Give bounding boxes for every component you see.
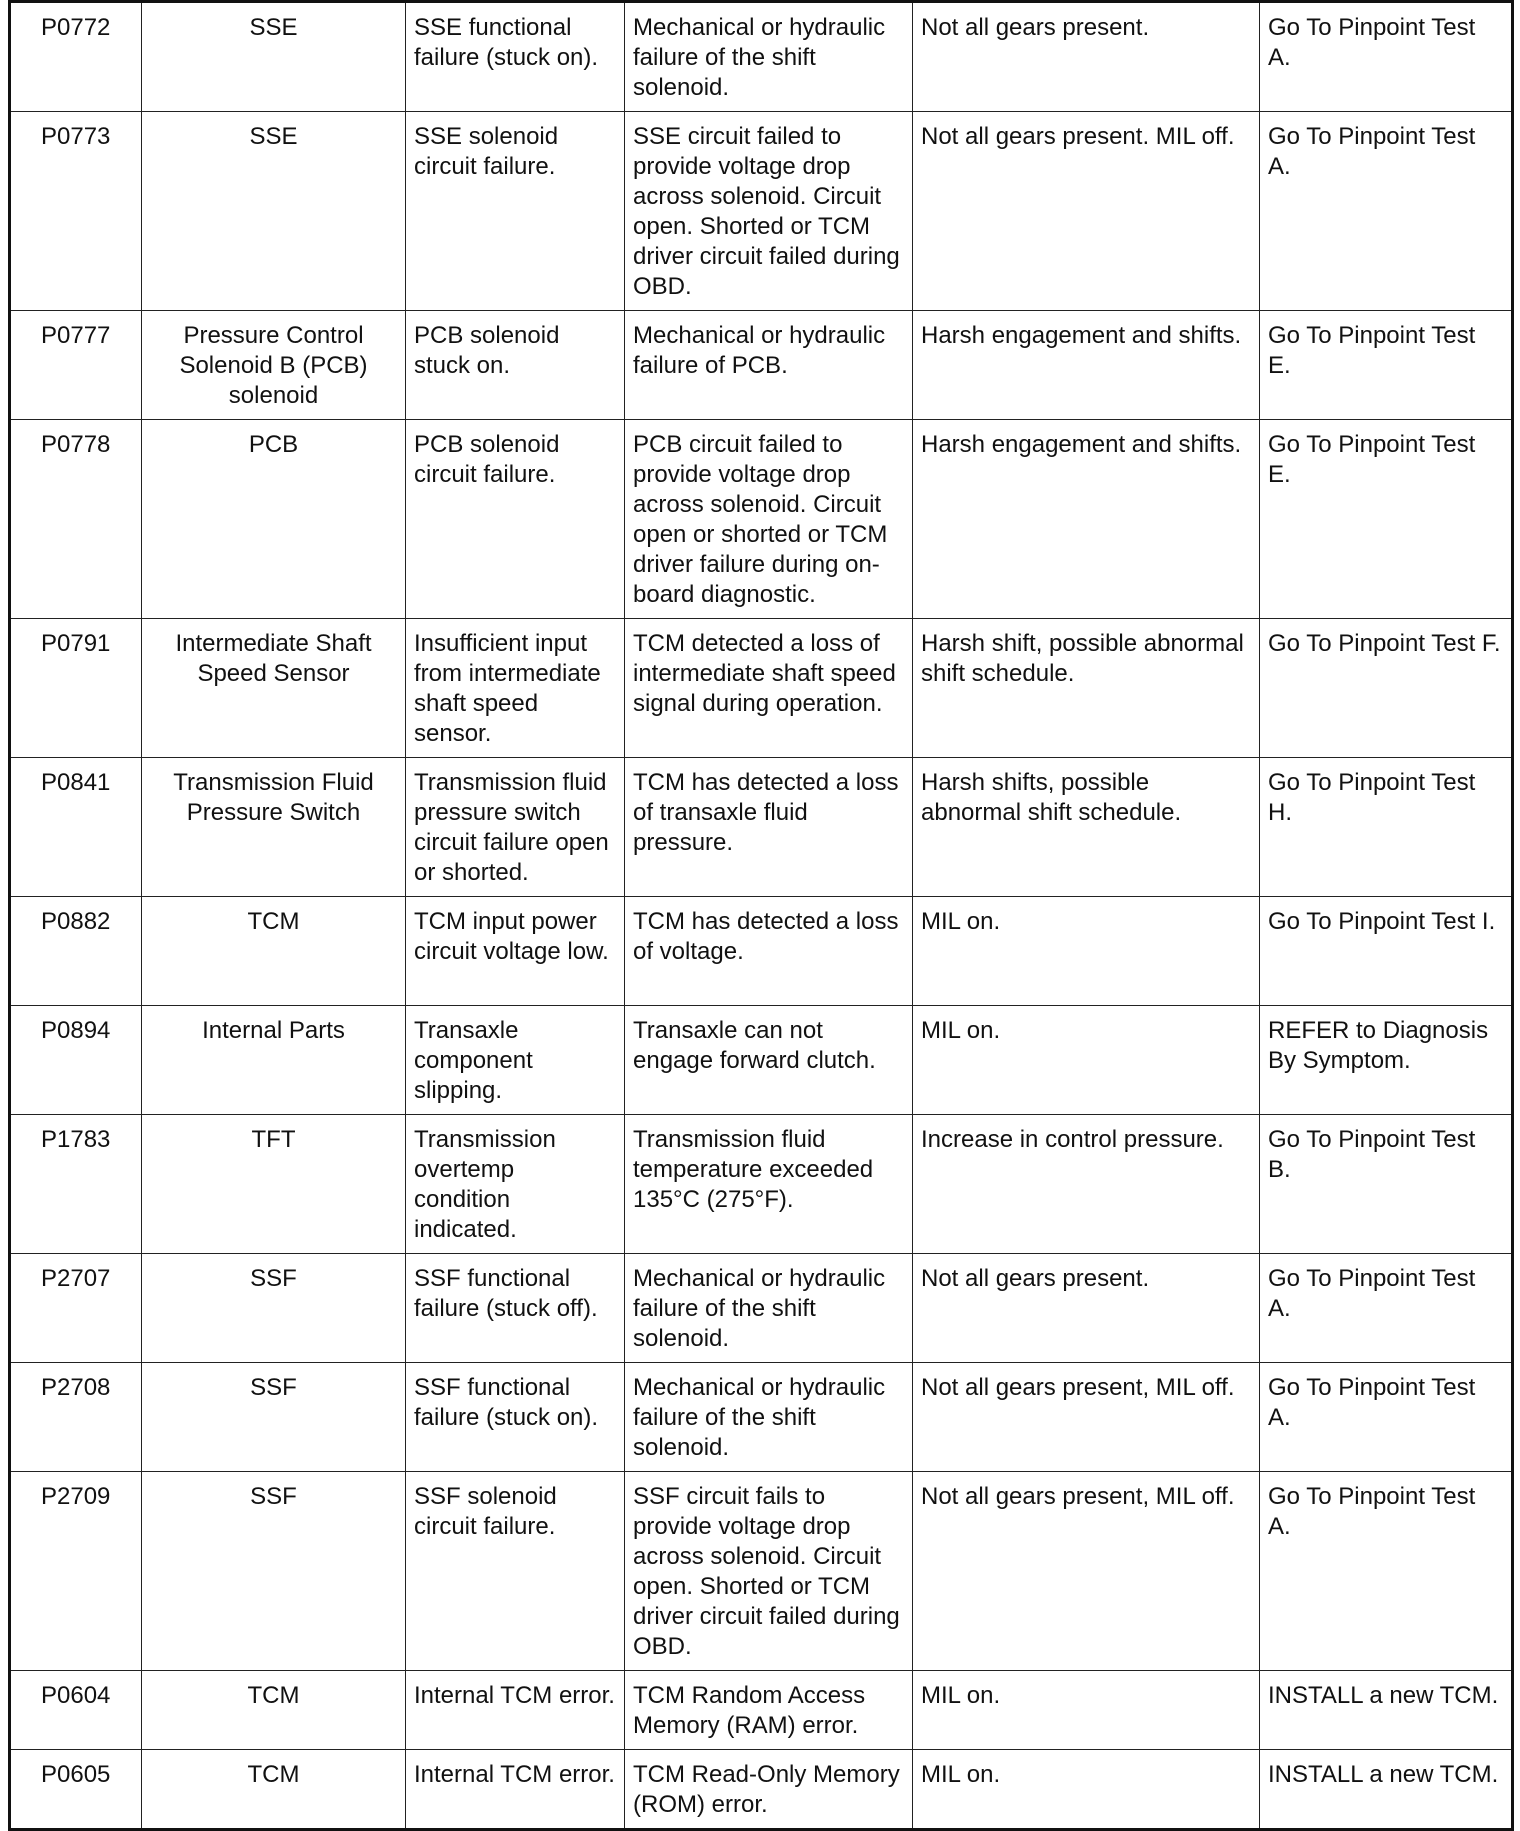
component-cell: TFT <box>142 1115 406 1254</box>
description-cell: Transmission overtemp condition indicated. <box>406 1115 625 1254</box>
symptom-cell: Increase in control pressure. <box>913 1115 1260 1254</box>
action-cell: Go To Pinpoint Test A. <box>1260 2 1513 112</box>
component-cell: Pressure Control Solenoid B (PCB) solenoid <box>142 311 406 420</box>
symptom-cell: MIL on. <box>913 897 1260 1006</box>
condition-cell: Mechanical or hydraulic failure of PCB. <box>625 311 913 420</box>
dtc-code-cell: P1783 <box>10 1115 142 1254</box>
component-cell: SSF <box>142 1472 406 1671</box>
symptom-cell: Harsh shift, possible abnormal shift schedule. <box>913 619 1260 758</box>
table-row <box>10 1671 1513 1750</box>
component-cell: SSE <box>142 112 406 311</box>
action-cell: Go To Pinpoint Test A. <box>1260 112 1513 311</box>
component-cell: SSF <box>142 1363 406 1472</box>
dtc-table <box>8 0 1514 1831</box>
symptom-cell: Harsh engagement and shifts. <box>913 420 1260 619</box>
symptom-cell: Not all gears present, MIL off. <box>913 1472 1260 1671</box>
action-cell: Go To Pinpoint Test H. <box>1260 758 1513 897</box>
component-cell: Internal Parts <box>142 1006 406 1115</box>
dtc-code-cell: P2707 <box>10 1254 142 1363</box>
action-cell: INSTALL a new TCM. <box>1260 1750 1513 1830</box>
dtc-code-cell: P0791 <box>10 619 142 758</box>
table-row <box>10 1006 1513 1115</box>
description-cell: PCB solenoid stuck on. <box>406 311 625 420</box>
description-cell: Internal TCM error. <box>406 1750 625 1830</box>
symptom-cell: Not all gears present. MIL off. <box>913 112 1260 311</box>
symptom-cell: Harsh engagement and shifts. <box>913 311 1260 420</box>
action-cell: INSTALL a new TCM. <box>1260 1671 1513 1750</box>
component-cell: TCM <box>142 1671 406 1750</box>
table-row <box>10 420 1513 619</box>
component-cell: Transmission Fluid Pressure Switch <box>142 758 406 897</box>
condition-cell: Mechanical or hydraulic failure of the shift solenoid. <box>625 1254 913 1363</box>
dtc-code-cell: P0894 <box>10 1006 142 1115</box>
table-row <box>10 1363 1513 1472</box>
table-row <box>10 1254 1513 1363</box>
table-row <box>10 897 1513 1006</box>
component-cell: PCB <box>142 420 406 619</box>
description-cell: SSF solenoid circuit failure. <box>406 1472 625 1671</box>
table-row <box>10 2 1513 112</box>
action-cell: Go To Pinpoint Test A. <box>1260 1363 1513 1472</box>
dtc-code-cell: P2709 <box>10 1472 142 1671</box>
condition-cell: Mechanical or hydraulic failure of the shift solenoid. <box>625 1363 913 1472</box>
symptom-cell: MIL on. <box>913 1750 1260 1830</box>
table-row <box>10 758 1513 897</box>
action-cell: Go To Pinpoint Test E. <box>1260 420 1513 619</box>
description-cell: Transaxle component slipping. <box>406 1006 625 1115</box>
description-cell: Internal TCM error. <box>406 1671 625 1750</box>
table-row <box>10 619 1513 758</box>
condition-cell: TCM has detected a loss of transaxle fluid pressure. <box>625 758 913 897</box>
table-row <box>10 1750 1513 1830</box>
condition-cell: TCM detected a loss of intermediate shaft speed signal during operation. <box>625 619 913 758</box>
symptom-cell: Not all gears present. <box>913 1254 1260 1363</box>
dtc-code-cell: P2708 <box>10 1363 142 1472</box>
table-row <box>10 1115 1513 1254</box>
dtc-code-cell: P0773 <box>10 112 142 311</box>
symptom-cell: Not all gears present. <box>913 2 1260 112</box>
dtc-code-cell: P0772 <box>10 2 142 112</box>
symptom-cell: MIL on. <box>913 1006 1260 1115</box>
action-cell: Go To Pinpoint Test E. <box>1260 311 1513 420</box>
dtc-code-cell: P0841 <box>10 758 142 897</box>
description-cell: PCB solenoid circuit failure. <box>406 420 625 619</box>
description-cell: TCM input power circuit voltage low. <box>406 897 625 1006</box>
dtc-code-cell: P0778 <box>10 420 142 619</box>
description-cell: Transmission fluid pressure switch circuit failure open or shorted. <box>406 758 625 897</box>
condition-cell: TCM Read-Only Memory (ROM) error. <box>625 1750 913 1830</box>
condition-cell: TCM has detected a loss of voltage. <box>625 897 913 1006</box>
condition-cell: Transmission fluid temperature exceeded 135°C (275°F). <box>625 1115 913 1254</box>
component-cell: TCM <box>142 1750 406 1830</box>
dtc-code-cell: P0605 <box>10 1750 142 1830</box>
table-row <box>10 1472 1513 1671</box>
action-cell: Go To Pinpoint Test B. <box>1260 1115 1513 1254</box>
component-cell: TCM <box>142 897 406 1006</box>
action-cell: Go To Pinpoint Test I. <box>1260 897 1513 1006</box>
symptom-cell: Harsh shifts, possible abnormal shift schedule. <box>913 758 1260 897</box>
condition-cell: PCB circuit failed to provide voltage drop across solenoid. Circuit open or shorted or TCM driver failure during on-board diagnostic. <box>625 420 913 619</box>
description-cell: SSF functional failure (stuck off). <box>406 1254 625 1363</box>
table-row <box>10 311 1513 420</box>
condition-cell: SSE circuit failed to provide voltage drop across solenoid. Circuit open. Shorted or TCM driver circuit failed during OBD. <box>625 112 913 311</box>
condition-cell: Transaxle can not engage forward clutch. <box>625 1006 913 1115</box>
action-cell: REFER to Diagnosis By Symptom. <box>1260 1006 1513 1115</box>
action-cell: Go To Pinpoint Test A. <box>1260 1472 1513 1671</box>
action-cell: Go To Pinpoint Test F. <box>1260 619 1513 758</box>
component-cell: SSF <box>142 1254 406 1363</box>
symptom-cell: MIL on. <box>913 1671 1260 1750</box>
symptom-cell: Not all gears present, MIL off. <box>913 1363 1260 1472</box>
table-row <box>10 112 1513 311</box>
condition-cell: TCM Random Access Memory (RAM) error. <box>625 1671 913 1750</box>
condition-cell: SSF circuit fails to provide voltage drop across solenoid. Circuit open. Shorted or TCM driver circuit failed during OBD. <box>625 1472 913 1671</box>
description-cell: Insufficient input from intermediate shaft speed sensor. <box>406 619 625 758</box>
description-cell: SSE solenoid circuit failure. <box>406 112 625 311</box>
action-cell: Go To Pinpoint Test A. <box>1260 1254 1513 1363</box>
component-cell: SSE <box>142 2 406 112</box>
component-cell: Intermediate Shaft Speed Sensor <box>142 619 406 758</box>
condition-cell: Mechanical or hydraulic failure of the shift solenoid. <box>625 2 913 112</box>
description-cell: SSE functional failure (stuck on). <box>406 2 625 112</box>
dtc-code-cell: P0777 <box>10 311 142 420</box>
dtc-code-cell: P0604 <box>10 1671 142 1750</box>
dtc-code-cell: P0882 <box>10 897 142 1006</box>
description-cell: SSF functional failure (stuck on). <box>406 1363 625 1472</box>
